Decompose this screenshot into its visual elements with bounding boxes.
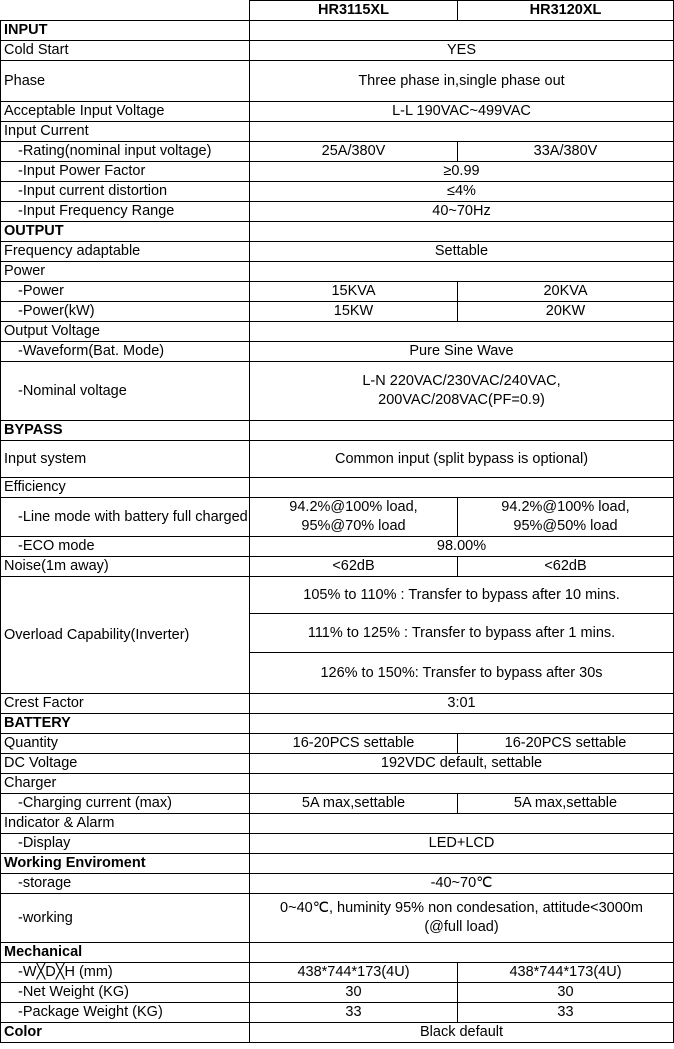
value-model-b: 16-20PCS settable bbox=[458, 734, 674, 754]
row-label: Efficiency bbox=[1, 478, 250, 498]
section-blank bbox=[250, 854, 674, 874]
row-label-text: -Power bbox=[18, 283, 64, 299]
row-label-text: -Input Power Factor bbox=[18, 163, 146, 179]
row-label: Input system bbox=[1, 441, 250, 478]
row-blank bbox=[250, 322, 674, 342]
row-blank bbox=[250, 774, 674, 794]
header-model-b: HR3120XL bbox=[458, 1, 674, 21]
value-line: 94.2%@100% load, bbox=[289, 499, 418, 515]
section-battery: BATTERY bbox=[1, 714, 250, 734]
section-blank bbox=[250, 421, 674, 441]
section-environment: Working Enviroment bbox=[1, 854, 250, 874]
value-model-b: 20KVA bbox=[458, 282, 674, 302]
section-row bbox=[1, 222, 674, 242]
table-row bbox=[1, 794, 674, 814]
row-label: Quantity bbox=[1, 734, 250, 754]
row-label: Crest Factor bbox=[1, 694, 250, 714]
row-label bbox=[1, 874, 250, 894]
table-row bbox=[1, 577, 674, 694]
row-value: Pure Sine Wave bbox=[250, 342, 674, 362]
value-model-a: 5A max,settable bbox=[250, 794, 458, 814]
section-color: Color bbox=[1, 1023, 250, 1043]
row-label: Overload Capability(Inverter) bbox=[1, 577, 250, 694]
section-bypass: BYPASS bbox=[1, 421, 250, 441]
row-blank bbox=[250, 122, 674, 142]
table-row bbox=[1, 1003, 674, 1023]
row-label bbox=[1, 162, 250, 182]
table-row bbox=[1, 61, 674, 102]
table-row bbox=[1, 142, 674, 162]
row-value: -40~70℃ bbox=[250, 874, 674, 894]
row-label bbox=[1, 537, 250, 557]
value-model-a: 16-20PCS settable bbox=[250, 734, 458, 754]
value-line: (@full load) bbox=[424, 919, 499, 935]
row-value: L-L 190VAC~499VAC bbox=[250, 102, 674, 122]
section-output: OUTPUT bbox=[1, 222, 250, 242]
row-label: Frequency adaptable bbox=[1, 242, 250, 262]
section-blank bbox=[250, 714, 674, 734]
value-model-a: 25A/380V bbox=[250, 142, 458, 162]
row-label-text: -ECO mode bbox=[18, 538, 95, 554]
value-model-a: 15KW bbox=[250, 302, 458, 322]
value-model-a: <62dB bbox=[250, 557, 458, 577]
row-value: Common input (split bypass is optional) bbox=[250, 441, 674, 478]
row-value bbox=[250, 894, 674, 943]
row-label bbox=[1, 983, 250, 1003]
table-row bbox=[1, 441, 674, 478]
table-row bbox=[1, 537, 674, 557]
table-row bbox=[1, 498, 674, 537]
table-row bbox=[1, 41, 674, 61]
row-label bbox=[1, 498, 250, 537]
row-value: 98.00% bbox=[250, 537, 674, 557]
value-model-b: 33A/380V bbox=[458, 142, 674, 162]
section-blank bbox=[250, 21, 674, 41]
table-row bbox=[1, 1023, 674, 1043]
table-row bbox=[1, 874, 674, 894]
table-row bbox=[1, 102, 674, 122]
row-value: YES bbox=[250, 41, 674, 61]
row-label-text: -Net Weight (KG) bbox=[18, 984, 129, 1000]
row-label bbox=[1, 282, 250, 302]
row-label-text: -working bbox=[18, 909, 73, 926]
header-model-a: HR3115XL bbox=[250, 1, 458, 21]
table-row bbox=[1, 774, 674, 794]
value-line: 200VAC/208VAC(PF=0.9) bbox=[378, 392, 545, 408]
row-label bbox=[1, 963, 250, 983]
row-label-text: -Display bbox=[18, 835, 71, 851]
row-label-text: -Nominal voltage bbox=[18, 382, 127, 399]
row-label bbox=[1, 834, 250, 854]
row-value: LED+LCD bbox=[250, 834, 674, 854]
row-label bbox=[1, 302, 250, 322]
row-blank bbox=[250, 478, 674, 498]
row-blank bbox=[250, 814, 674, 834]
table-row bbox=[1, 342, 674, 362]
table-row bbox=[1, 734, 674, 754]
row-label-text: -Rating(nominal input voltage) bbox=[18, 143, 212, 159]
table-row bbox=[1, 202, 674, 222]
row-value: 40~70Hz bbox=[250, 202, 674, 222]
row-value: 3:01 bbox=[250, 694, 674, 714]
row-label: DC Voltage bbox=[1, 754, 250, 774]
row-label-text: -Package Weight (KG) bbox=[18, 1004, 163, 1020]
value-line: 95%@50% load bbox=[513, 518, 618, 534]
row-label-text: -W╳D╳H (mm) bbox=[18, 964, 113, 980]
value-line: 111% to 125% : Transfer to bypass after 1 mins. bbox=[250, 614, 673, 653]
row-label-text: -Input current distortion bbox=[18, 183, 168, 199]
table-row bbox=[1, 162, 674, 182]
row-label: Output Voltage bbox=[1, 322, 250, 342]
value-model-a: 33 bbox=[250, 1003, 458, 1023]
value-model-b: 30 bbox=[458, 983, 674, 1003]
row-label bbox=[1, 362, 250, 421]
section-row bbox=[1, 854, 674, 874]
table-row bbox=[1, 302, 674, 322]
row-label-text: -Input Frequency Range bbox=[18, 203, 175, 219]
row-blank bbox=[250, 262, 674, 282]
row-value: ≤4% bbox=[250, 182, 674, 202]
row-label: Noise(1m away) bbox=[1, 557, 250, 577]
table-row bbox=[1, 694, 674, 714]
value-model-a: 15KVA bbox=[250, 282, 458, 302]
value-line: 95%@70% load bbox=[301, 518, 406, 534]
table-row bbox=[1, 242, 674, 262]
table-row bbox=[1, 322, 674, 342]
table-row bbox=[1, 557, 674, 577]
value-line: 0~40℃, huminity 95% non condesation, attitude<3000m bbox=[280, 900, 643, 916]
row-label bbox=[1, 794, 250, 814]
row-label: Charger bbox=[1, 774, 250, 794]
value-model-b: 33 bbox=[458, 1003, 674, 1023]
row-label: Acceptable Input Voltage bbox=[1, 102, 250, 122]
row-label: Indicator & Alarm bbox=[1, 814, 250, 834]
value-model-a: 30 bbox=[250, 983, 458, 1003]
header-blank bbox=[1, 1, 250, 21]
table-row bbox=[1, 754, 674, 774]
overload-values bbox=[250, 577, 674, 694]
table-row bbox=[1, 282, 674, 302]
table-row bbox=[1, 362, 674, 421]
header-row bbox=[1, 1, 674, 21]
row-label bbox=[1, 182, 250, 202]
section-input: INPUT bbox=[1, 21, 250, 41]
row-value: Settable bbox=[250, 242, 674, 262]
section-blank bbox=[250, 943, 674, 963]
row-label bbox=[1, 1003, 250, 1023]
table-row bbox=[1, 814, 674, 834]
row-label bbox=[1, 202, 250, 222]
row-label-text: -Power(kW) bbox=[18, 303, 95, 319]
value-model-b: <62dB bbox=[458, 557, 674, 577]
value-model-b: 438*744*173(4U) bbox=[458, 963, 674, 983]
table-row bbox=[1, 122, 674, 142]
table-row bbox=[1, 182, 674, 202]
row-value: ≥0.99 bbox=[250, 162, 674, 182]
row-value: Black default bbox=[250, 1023, 674, 1043]
row-value: Three phase in,single phase out bbox=[250, 61, 674, 102]
section-row bbox=[1, 943, 674, 963]
table-row bbox=[1, 983, 674, 1003]
row-label-text: -Charging current (max) bbox=[18, 795, 172, 811]
table-row bbox=[1, 894, 674, 943]
value-model-a bbox=[250, 498, 458, 537]
section-mechanical: Mechanical bbox=[1, 943, 250, 963]
row-label: Cold Start bbox=[1, 41, 250, 61]
row-label bbox=[1, 342, 250, 362]
row-value: 192VDC default, settable bbox=[250, 754, 674, 774]
table-row bbox=[1, 963, 674, 983]
row-label: Power bbox=[1, 262, 250, 282]
value-line: L-N 220VAC/230VAC/240VAC, bbox=[362, 373, 561, 389]
row-label: Phase bbox=[1, 61, 250, 102]
section-blank bbox=[250, 222, 674, 242]
row-label-text: -Waveform(Bat. Mode) bbox=[18, 343, 165, 359]
value-model-b bbox=[458, 498, 674, 537]
value-line: 126% to 150%: Transfer to bypass after 30s bbox=[320, 665, 603, 681]
row-label bbox=[1, 894, 250, 943]
row-value bbox=[250, 362, 674, 421]
row-label: Input Current bbox=[1, 122, 250, 142]
row-label-text: -storage bbox=[18, 875, 72, 891]
value-model-b: 20KW bbox=[458, 302, 674, 322]
value-line: 94.2%@100% load, bbox=[501, 499, 630, 515]
value-model-a: 438*744*173(4U) bbox=[250, 963, 458, 983]
row-label-text: -Line mode with battery full charged bbox=[18, 508, 248, 525]
value-model-b: 5A max,settable bbox=[458, 794, 674, 814]
section-row bbox=[1, 421, 674, 441]
table-row bbox=[1, 478, 674, 498]
table-row bbox=[1, 834, 674, 854]
table-row bbox=[1, 262, 674, 282]
section-row bbox=[1, 21, 674, 41]
section-row bbox=[1, 714, 674, 734]
row-label bbox=[1, 142, 250, 162]
value-line: 105% to 110% : Transfer to bypass after 10 mins. bbox=[250, 577, 673, 614]
